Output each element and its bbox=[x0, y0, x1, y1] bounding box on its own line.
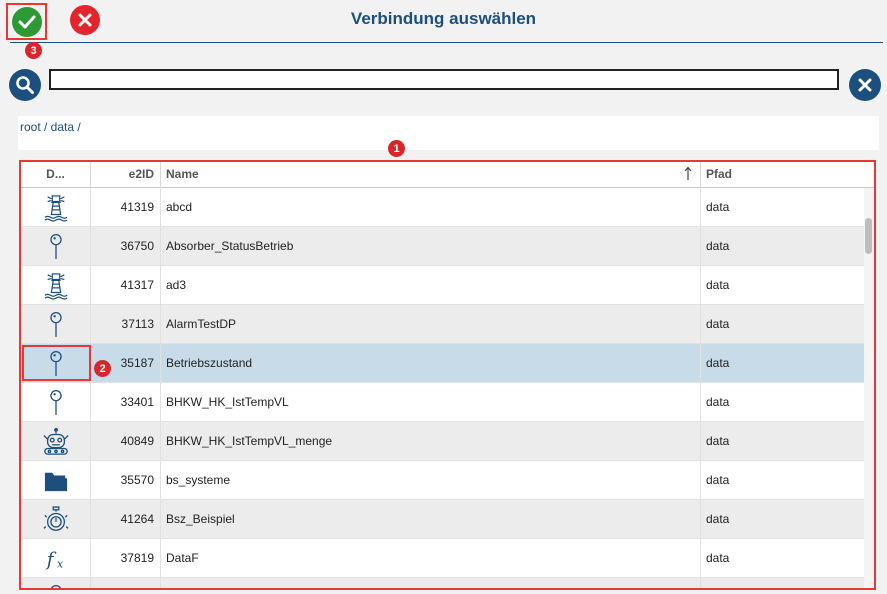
cell-name: Absorber_StatusBetrieb bbox=[161, 227, 701, 266]
table-row[interactable] bbox=[21, 539, 864, 578]
cell-pfad: data bbox=[706, 512, 730, 526]
cell-name: abcd bbox=[161, 188, 701, 227]
cell-name: BHKW_HK_IstTempVL_menge bbox=[161, 422, 701, 461]
dialog-header bbox=[0, 0, 887, 57]
function-icon bbox=[21, 539, 91, 578]
cell-e2id: 37113 bbox=[91, 305, 161, 344]
table-row[interactable] bbox=[21, 188, 864, 227]
cell-name: ad3 bbox=[161, 266, 701, 305]
cell-pfad: data bbox=[706, 200, 730, 214]
lighthouse-icon bbox=[21, 266, 91, 305]
cell-e2id: 33401 bbox=[91, 383, 161, 422]
clear-icon bbox=[857, 77, 873, 93]
cell-pfad: data bbox=[706, 239, 730, 253]
cell-pfad: data bbox=[706, 278, 730, 292]
pin-icon bbox=[21, 383, 91, 422]
stopwatch-icon bbox=[21, 500, 91, 539]
vertical-scrollbar[interactable] bbox=[864, 188, 874, 588]
row-highlight-box bbox=[22, 345, 91, 381]
cell-name: BHKW_HK_IstTempVL bbox=[161, 383, 701, 422]
cell-e2id: 40849 bbox=[91, 422, 161, 461]
cell-pfad: data bbox=[706, 473, 730, 487]
cell-pfad: data bbox=[706, 395, 730, 409]
header-divider bbox=[10, 42, 883, 43]
robot-icon bbox=[21, 422, 91, 461]
search-icon bbox=[15, 75, 35, 95]
table-row[interactable] bbox=[21, 227, 864, 266]
cell-e2id: 41319 bbox=[91, 188, 161, 227]
cell-name: Betriebszustand bbox=[161, 344, 701, 383]
search-input[interactable] bbox=[49, 69, 839, 90]
table-row[interactable] bbox=[21, 266, 864, 305]
cell-e2id: 41317 bbox=[91, 266, 161, 305]
folder-icon bbox=[21, 461, 91, 500]
column-header-name-label: Name bbox=[166, 167, 199, 181]
cell-name: bs_systeme bbox=[161, 461, 701, 500]
cell-name: Bsz_Beispiel bbox=[161, 500, 701, 539]
cell-e2id bbox=[91, 578, 161, 588]
cell-pfad bbox=[701, 578, 864, 588]
breadcrumb-path[interactable]: root / data / bbox=[20, 120, 81, 134]
annotation-badge-row: 2 bbox=[94, 360, 111, 377]
table-row[interactable] bbox=[21, 578, 864, 588]
pin-icon bbox=[21, 227, 91, 266]
cell-e2id: 37819 bbox=[91, 539, 161, 578]
breadcrumb bbox=[18, 116, 879, 150]
pin-icon bbox=[21, 305, 91, 344]
dialog-title: Verbindung auswählen bbox=[350, 9, 537, 28]
cell-name bbox=[161, 578, 701, 588]
cell-pfad: data bbox=[706, 356, 730, 370]
annotation-badge-confirm: 3 bbox=[25, 42, 42, 59]
scrollbar-thumb[interactable] bbox=[865, 218, 872, 254]
cell-pfad: data bbox=[706, 317, 730, 331]
column-header-e2id[interactable]: e2ID bbox=[91, 162, 161, 188]
column-header-pfad[interactable]: Pfad bbox=[706, 167, 733, 181]
lighthouse-icon bbox=[21, 188, 91, 227]
cell-e2id: 35570 bbox=[91, 461, 161, 500]
cell-e2id: 35187 bbox=[91, 344, 161, 383]
column-header-d[interactable]: D... bbox=[21, 162, 91, 188]
table-row[interactable] bbox=[21, 422, 864, 461]
cell-pfad: data bbox=[706, 551, 730, 565]
table-row-selected[interactable] bbox=[21, 344, 864, 383]
table-header bbox=[21, 162, 874, 188]
table-row[interactable] bbox=[21, 461, 864, 500]
cell-name: AlarmTestDP bbox=[161, 305, 701, 344]
table-row[interactable] bbox=[21, 500, 864, 539]
table-body bbox=[21, 188, 864, 588]
pin-icon bbox=[21, 578, 91, 588]
cell-e2id: 41264 bbox=[91, 500, 161, 539]
cell-name: DataF bbox=[161, 539, 701, 578]
connection-table bbox=[19, 160, 876, 590]
table-row[interactable] bbox=[21, 383, 864, 422]
cell-e2id: 36750 bbox=[91, 227, 161, 266]
cell-pfad: data bbox=[706, 434, 730, 448]
annotation-badge-table: 1 bbox=[388, 140, 405, 157]
sort-ascending-icon bbox=[684, 166, 692, 181]
search-button[interactable] bbox=[9, 69, 41, 101]
column-header-name[interactable] bbox=[161, 162, 701, 188]
table-row[interactable] bbox=[21, 305, 864, 344]
clear-search-button[interactable] bbox=[849, 69, 881, 101]
